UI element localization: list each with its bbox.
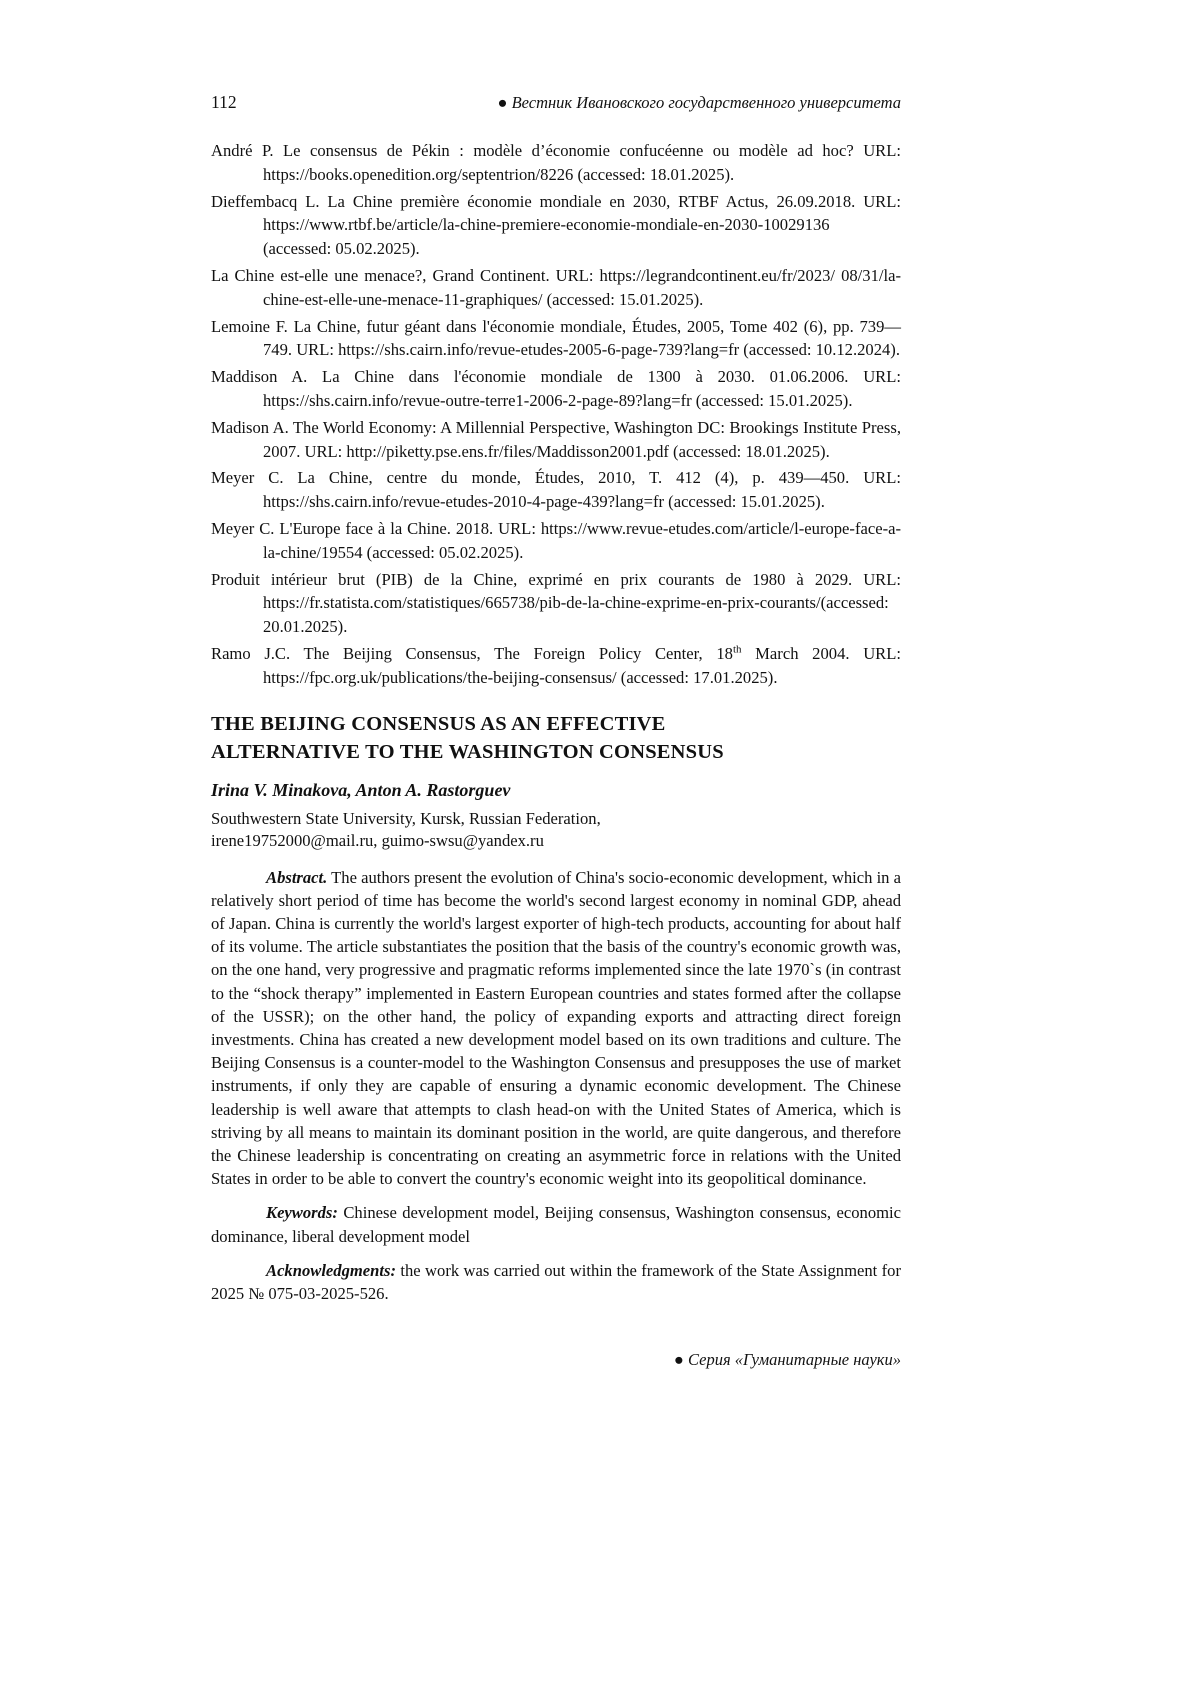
article-title-line1: THE BEIJING CONSENSUS AS AN EFFECTIVE [211,712,666,735]
reference-entry: Maddison A. La Chine dans l'économie mondiale de 1300 à 2030. 01.06.2006. URL: https://shs.cairn.info/revue-outre-terre1-2006-2-page-89?lang=fr (accessed: 15.01.2025). [211,367,901,410]
reference-entry: Dieffembacq L. La Chine première économie mondiale en 2030, RTBF Actus, 26.09.2018. URL: https://www.rtbf.be/article/la-chine-premiere-economie-mondiale-en-2030-10029136 (accessed: 05.02.2025). [211,191,901,259]
page-number: 112 [211,92,237,112]
page-header [211,92,901,113]
references-list [211,139,901,690]
affiliation: Southwestern State University, Kursk, Russian Federation, [211,808,601,828]
abstract [211,866,901,1191]
author-emails: irene19752000@mail.ru, guimo-swsu@yandex.ru [211,831,544,851]
reference-entry: La Chine est-elle une menace?, Grand Continent. URL: https://legrandcontinent.eu/fr/2023/ 08/31/la-chine-est-elle-une-menace-11-graphiques/ (accessed: 15.01.2025). [211,265,901,309]
acknowledgments-text: the work was carried out within the framework of the State Assignment for 2025 № 075-03-2025-526. [211,1260,901,1303]
keywords-label: Keywords: [266,1203,338,1223]
reference-entry: Madison A. The World Economy: A Millennial Perspective, Washington DC: Brookings Institute Press, 2007. URL: http://piketty.pse.ens.fr/files/Maddisson2001.pdf (accessed: 18.01.2025). [211,417,901,461]
abstract-text: The authors present the evolution of China's socio-economic development, which in a relatively short period of time has become the world's second largest economy in nominal GDP, ahead of Japan. China is currently the world's largest exporter of high-tech products, accounting for about half of its volume. The article substantiates the position that the basis of the country's economic growth was, on the one hand, very progressive and pragmatic reforms implemented since the late 1970`s (in contrast to the “shock therapy” implemented in Eastern European countries and states formed after the collapse of the USSR); on the other hand, the policy of expanding exports and attracting direct foreign investments. China has created a new development model based on its own traditions and culture. The Beijing Consensus is a counter-model to the Washington Consensus and presupposes the use of market instruments, if only they are capable of ensuring a dynamic economic development. The Chinese leadership is well aware that attempts to clash head-on with the United States of America, which is striving by all means to maintain its dominant position in the world, are quite dangerous, and therefore the Chinese leadership is concentrating on creating an asymmetric force in relations with the United States in order to be able to convert the country's economic weight into its geopolitical dominance. [211,867,901,1189]
authors: Irina V. Minakova, Anton A. Rastorguev [211,779,511,800]
reference-entry: Produit intérieur brut (PIB) de la Chine, exprimé en prix courants de 1980 à 2029. URL: https://fr.statista.com/statistiques/665738/pib-de-la-chine-exprime-en-prix-courants/(accessed: 20.01.2025). [211,569,901,637]
keywords [211,1201,901,1247]
page-content [211,92,901,1305]
article-title-line2: ALTERNATIVE TO THE WASHINGTON CONSENSUS [211,740,724,763]
abstract-label: Abstract. [266,867,328,887]
journal-running-title: ● Вестник Ивановского государственного университета [497,93,901,112]
reference-entry: Meyer C. La Chine, centre du monde, Études, 2010, T. 412 (4), p. 439—450. URL: https://shs.cairn.info/revue-etudes-2010-4-page-439?lang=fr (accessed: 15.01.2025). [211,468,901,512]
acknowledgments-label: Acknowledgments: [266,1260,396,1280]
reference-entry: André P. Le consensus de Pékin : modèle d’économie confucéenne ou modèle ad hoc? URL: https://books.openedition.org/septentrion/8226 (accessed: 18.01.2025). [211,141,901,184]
superscript-ordinal: th [732,643,742,656]
keywords-text: Chinese development model, Beijing consensus, Washington consensus, economic dominance, liberal development model [211,1203,901,1246]
reference-entry: Meyer C. L'Europe face à la Chine. 2018. URL: https://www.revue-etudes.com/article/l-europe-face-a-la-chine/19554 (accessed: 05.02.2025). [211,518,901,562]
page-footer [674,1350,901,1370]
article-title [211,710,901,766]
reference-entry: Lemoine F. La Chine, futur géant dans l'économie mondiale, Études, 2005, Tome 402 (6), pp. 739—749. URL: https://shs.cairn.info/revue-etudes-2005-6-page-739?lang=fr (accessed: 10.12.2024). [211,316,901,360]
reference-entry: Ramo J.C. The Beijing Consensus, The Foreign Policy Center, 18th March 2004. URL: https://fpc.org.uk/publications/the-beijing-consensus/ (accessed: 17.01.2025). [211,643,901,687]
series-title: ● Серия «Гуманитарные науки» [673,1350,901,1369]
acknowledgments [211,1259,901,1305]
